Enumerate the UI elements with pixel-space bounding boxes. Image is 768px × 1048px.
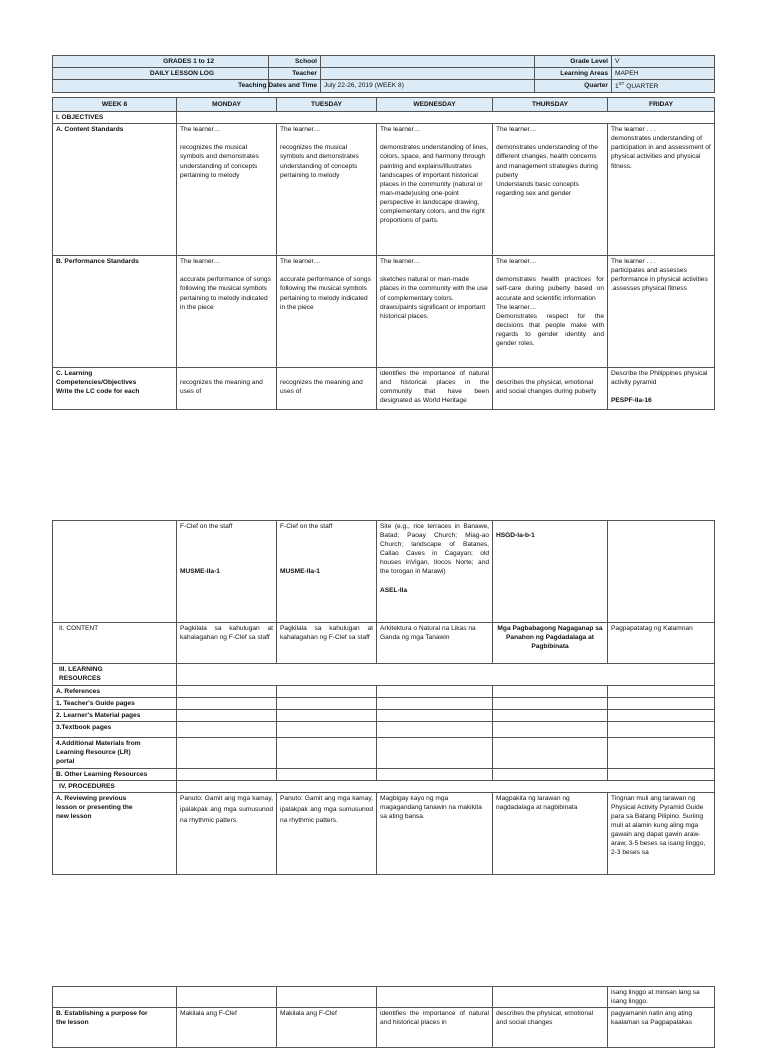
references-fri: [608, 686, 715, 698]
procedures-heading: IV. PROCEDURES: [53, 780, 177, 792]
grades-label: GRADES 1 to 12: [53, 56, 269, 68]
content-thursday: Mga Pagbabagong Nagaganap sa Panahon ng Pagdadalaga at Pagbibinata: [493, 623, 608, 664]
lesson-table-page-2: [52, 520, 715, 875]
performance-standards-wednesday: The learner… sketches natural or man-made places in the community with the use of complementary colors. draws/paints significant or important historical places.: [377, 256, 493, 368]
col-thursday: THURSDAY: [493, 98, 608, 112]
add-tue: [277, 738, 377, 768]
thursday-code: HSGD-Ia-b-1: [496, 532, 535, 540]
teacher-label: Teacher: [269, 68, 321, 80]
reviewing-friday-cont: isang linggo at minsan lang sa isang linggo.: [608, 987, 715, 1008]
col-friday: FRIDAY: [608, 98, 715, 112]
purpose-monday: Makilala ang F-Clef: [177, 1008, 277, 1048]
tb-fri: [608, 722, 715, 738]
tb-pages-label: 3.Textbook pages: [53, 722, 177, 738]
lm-tue: [277, 710, 377, 722]
teacher-value: [321, 68, 535, 80]
reviewing-monday: Panuto: Gamit ang mga kamay, ipalakpak ang mga sumusunod na rhythmic patters.: [177, 792, 277, 874]
content-standards-wednesday: The learner… demonstrates understanding of lines, colors, space, and harmony through painting and explains/illustrates landscapes of important historical places in the community (natural or man-made)using one-point perspective in landscape drawing, complementary colors, and the right proportions of parts.: [377, 124, 493, 256]
content-label: II. CONTENT: [53, 623, 177, 664]
procedures-blank: [177, 780, 715, 792]
lesson-table-page-1: [52, 97, 715, 410]
dates-value: July 22-26, 2019 (WEEK 8): [321, 80, 535, 93]
content-standards-tuesday: The learner… recognizes the musical symbols and demonstrates understanding of concepts pertaining to melody: [277, 124, 377, 256]
quarter-value: 1ST QUARTER: [612, 80, 715, 93]
tb-mon: [177, 722, 277, 738]
dll-label: DAILY LESSON LOG: [53, 68, 269, 80]
monday-code: MUSME-IIa-1: [180, 568, 220, 576]
reviewing-tuesday: Panuto: Gamit ang mga kamay, ipalakpak ang mga sumusunod na rhythmic patters.: [277, 792, 377, 874]
competencies-monday: recognizes the meaning and uses of: [177, 368, 277, 410]
tuesday-code: MUSME-IIa-1: [280, 568, 320, 576]
competencies-cont-friday: [608, 521, 715, 623]
tg-pages-label: 1. Teacher's Guide pages: [53, 698, 177, 710]
competencies-friday-text: Describe the Philippines physical activity pyramid: [611, 370, 708, 387]
col-week: WEEK 8: [53, 98, 177, 112]
performance-standards-thursday: The learner… demonstrates health practices for self-care during puberty based on accurate and scientific information The learner… Demonstrates respect for the decisions that people make with regards to gender identity and gender roles.: [493, 256, 608, 368]
p3-blank-1: [53, 987, 177, 1008]
competencies-thursday: describes the physical, emotional and social changes during puberty: [493, 368, 608, 410]
competencies-wednesday: identifies the importance of natural and historical places in the community that have been designated as World Heritage: [377, 368, 493, 410]
reviewing-wednesday: Magbigay kayo ng mga magagandang tanawin na makikita sa ating bansa.: [377, 792, 493, 874]
competencies-cont-label: [53, 521, 177, 623]
objectives-heading: I. OBJECTIVES: [53, 112, 177, 124]
dates-label: Teaching Dates and Time: [269, 80, 321, 93]
add-mon: [177, 738, 277, 768]
content-standards-thursday: The learner… demonstrates understanding of the different changes, health concerns and management strategies during puberty Understands basic concepts regarding sex and gender: [493, 124, 608, 256]
p3-blank-2: [177, 987, 277, 1008]
competencies-friday-code: PESPF-IIa-16: [611, 397, 652, 405]
competencies-cont-thursday: [493, 521, 608, 623]
performance-standards-monday: The learner… accurate performance of songs following the musical symbols pertaining to melody indicated in the piece: [177, 256, 277, 368]
performance-standards-tuesday: The learner… accurate performance of songs following the musical symbols pertaining to melody indicated in the piece: [277, 256, 377, 368]
wednesday-code: ASEL-IIa: [380, 586, 408, 594]
reviewing-thursday: Magpakita ng larawan ng nagdadalaga at nagbibinata: [493, 792, 608, 874]
objectives-blank: [177, 112, 715, 124]
tg-mon: [177, 698, 277, 710]
tb-thu: [493, 722, 608, 738]
content-friday: Pagpapatatag ng Kalamnan: [608, 623, 715, 664]
other-fri: [608, 768, 715, 780]
purpose-label: B. Establishing a purpose for the lesson: [53, 1008, 177, 1048]
add-fri: [608, 738, 715, 768]
learning-resources-blank: [177, 664, 715, 686]
other-resources-label: B. Other Learning Resources: [53, 768, 177, 780]
other-wed: [377, 768, 493, 780]
references-mon: [177, 686, 277, 698]
references-wed: [377, 686, 493, 698]
col-tuesday: TUESDAY: [277, 98, 377, 112]
competencies-tuesday: recognizes the meaning and uses of: [277, 368, 377, 410]
purpose-friday: pagyamanin natin ang ating kaalaman sa Pagpapalakas: [608, 1008, 715, 1048]
grade-level-value: V: [612, 56, 715, 68]
performance-standards-friday: The learner . . . participates and assesses performance in physical activities .assesses physical fitness: [608, 256, 715, 368]
col-wednesday: WEDNESDAY: [377, 98, 493, 112]
tg-tue: [277, 698, 377, 710]
references-label: A. References: [53, 686, 177, 698]
learning-resources-label: III. LEARNING RESOURCES: [53, 664, 177, 686]
school-label: School: [269, 56, 321, 68]
learning-areas-value: MAPEH: [612, 68, 715, 80]
content-tuesday: Pagkilala sa kahulugan at kahalagahan ng F-Clef sa staff: [277, 623, 377, 664]
school-value: [321, 56, 535, 68]
tg-thu: [493, 698, 608, 710]
p3-blank-3: [277, 987, 377, 1008]
competencies-cont-wednesday: Site (e.g., rice terraces in Banawe, Batad; Paoay Church; Miag-ao Church; landscape of Batanes, Callao Caves in Cagayan; old houses inVigan, Ilocos Norte; and the torogan in Marawi) ASEL-IIa: [377, 521, 493, 623]
add-wed: [377, 738, 493, 768]
content-standards-monday: The learner… recognizes the musical symbols and demonstrates understanding of concepts pertaining to melody: [177, 124, 277, 256]
lm-wed: [377, 710, 493, 722]
lesson-table-page-3: [52, 986, 715, 1048]
reviewing-label: A. Reviewing previous lesson or presenting the new lesson: [53, 792, 177, 874]
content-wednesday: Arkitektura o Natural na Likas na Ganda ng mga Tanawin: [377, 623, 493, 664]
other-mon: [177, 768, 277, 780]
header-blank: [53, 80, 269, 93]
purpose-thursday: describes the physical, emotional and social changes: [493, 1008, 608, 1048]
header-info-table: [52, 55, 715, 93]
references-thu: [493, 686, 608, 698]
p3-blank-5: [493, 987, 608, 1008]
references-tue: [277, 686, 377, 698]
tb-tue: [277, 722, 377, 738]
lm-thu: [493, 710, 608, 722]
lm-fri: [608, 710, 715, 722]
purpose-tuesday: Makilala ang F-Clef: [277, 1008, 377, 1048]
quarter-label: Quarter: [535, 80, 612, 93]
content-monday: Pagkilala sa kahulugan at kahalagahan ng F-Clef sa staff: [177, 623, 277, 664]
content-standards-label: A. Content Standards: [53, 124, 177, 256]
add-thu: [493, 738, 608, 768]
p3-blank-4: [377, 987, 493, 1008]
tb-wed: [377, 722, 493, 738]
reviewing-friday: Tingnan muli ang larawan ng Physical Activity Pyramid Guide para sa Batang Pilipino. Suriing muli at alamin kung aling mga gawain ang dapat gawin araw-araw, 3-5 beses sa isang linggo, 2-3 beses sa: [608, 792, 715, 874]
competencies-friday: [608, 368, 715, 410]
col-monday: MONDAY: [177, 98, 277, 112]
tg-wed: [377, 698, 493, 710]
content-standards-friday: The learner . . . demonstrates understanding of participation in and assessment of physical activities and physical fitness.: [608, 124, 715, 256]
performance-standards-label: B. Performance Standards: [53, 256, 177, 368]
learning-areas-label: Learning Areas: [535, 68, 612, 80]
additional-materials-label: 4.Additional Materials from Learning Resource (LR) portal: [53, 738, 177, 768]
grade-level-label: Grade Level: [535, 56, 612, 68]
competencies-cont-monday: F-Clef on the staff MUSME-IIa-1: [177, 521, 277, 623]
tg-fri: [608, 698, 715, 710]
competencies-cont-tuesday: F-Clef on the staff MUSME-IIa-1: [277, 521, 377, 623]
competencies-label: C. Learning Competencies/Objectives Write the LC code for each: [53, 368, 177, 410]
other-tue: [277, 768, 377, 780]
lm-mon: [177, 710, 277, 722]
lm-pages-label: 2. Learner's Material pages: [53, 710, 177, 722]
purpose-wednesday: identifies the importance of natural and historical places in: [377, 1008, 493, 1048]
other-thu: [493, 768, 608, 780]
